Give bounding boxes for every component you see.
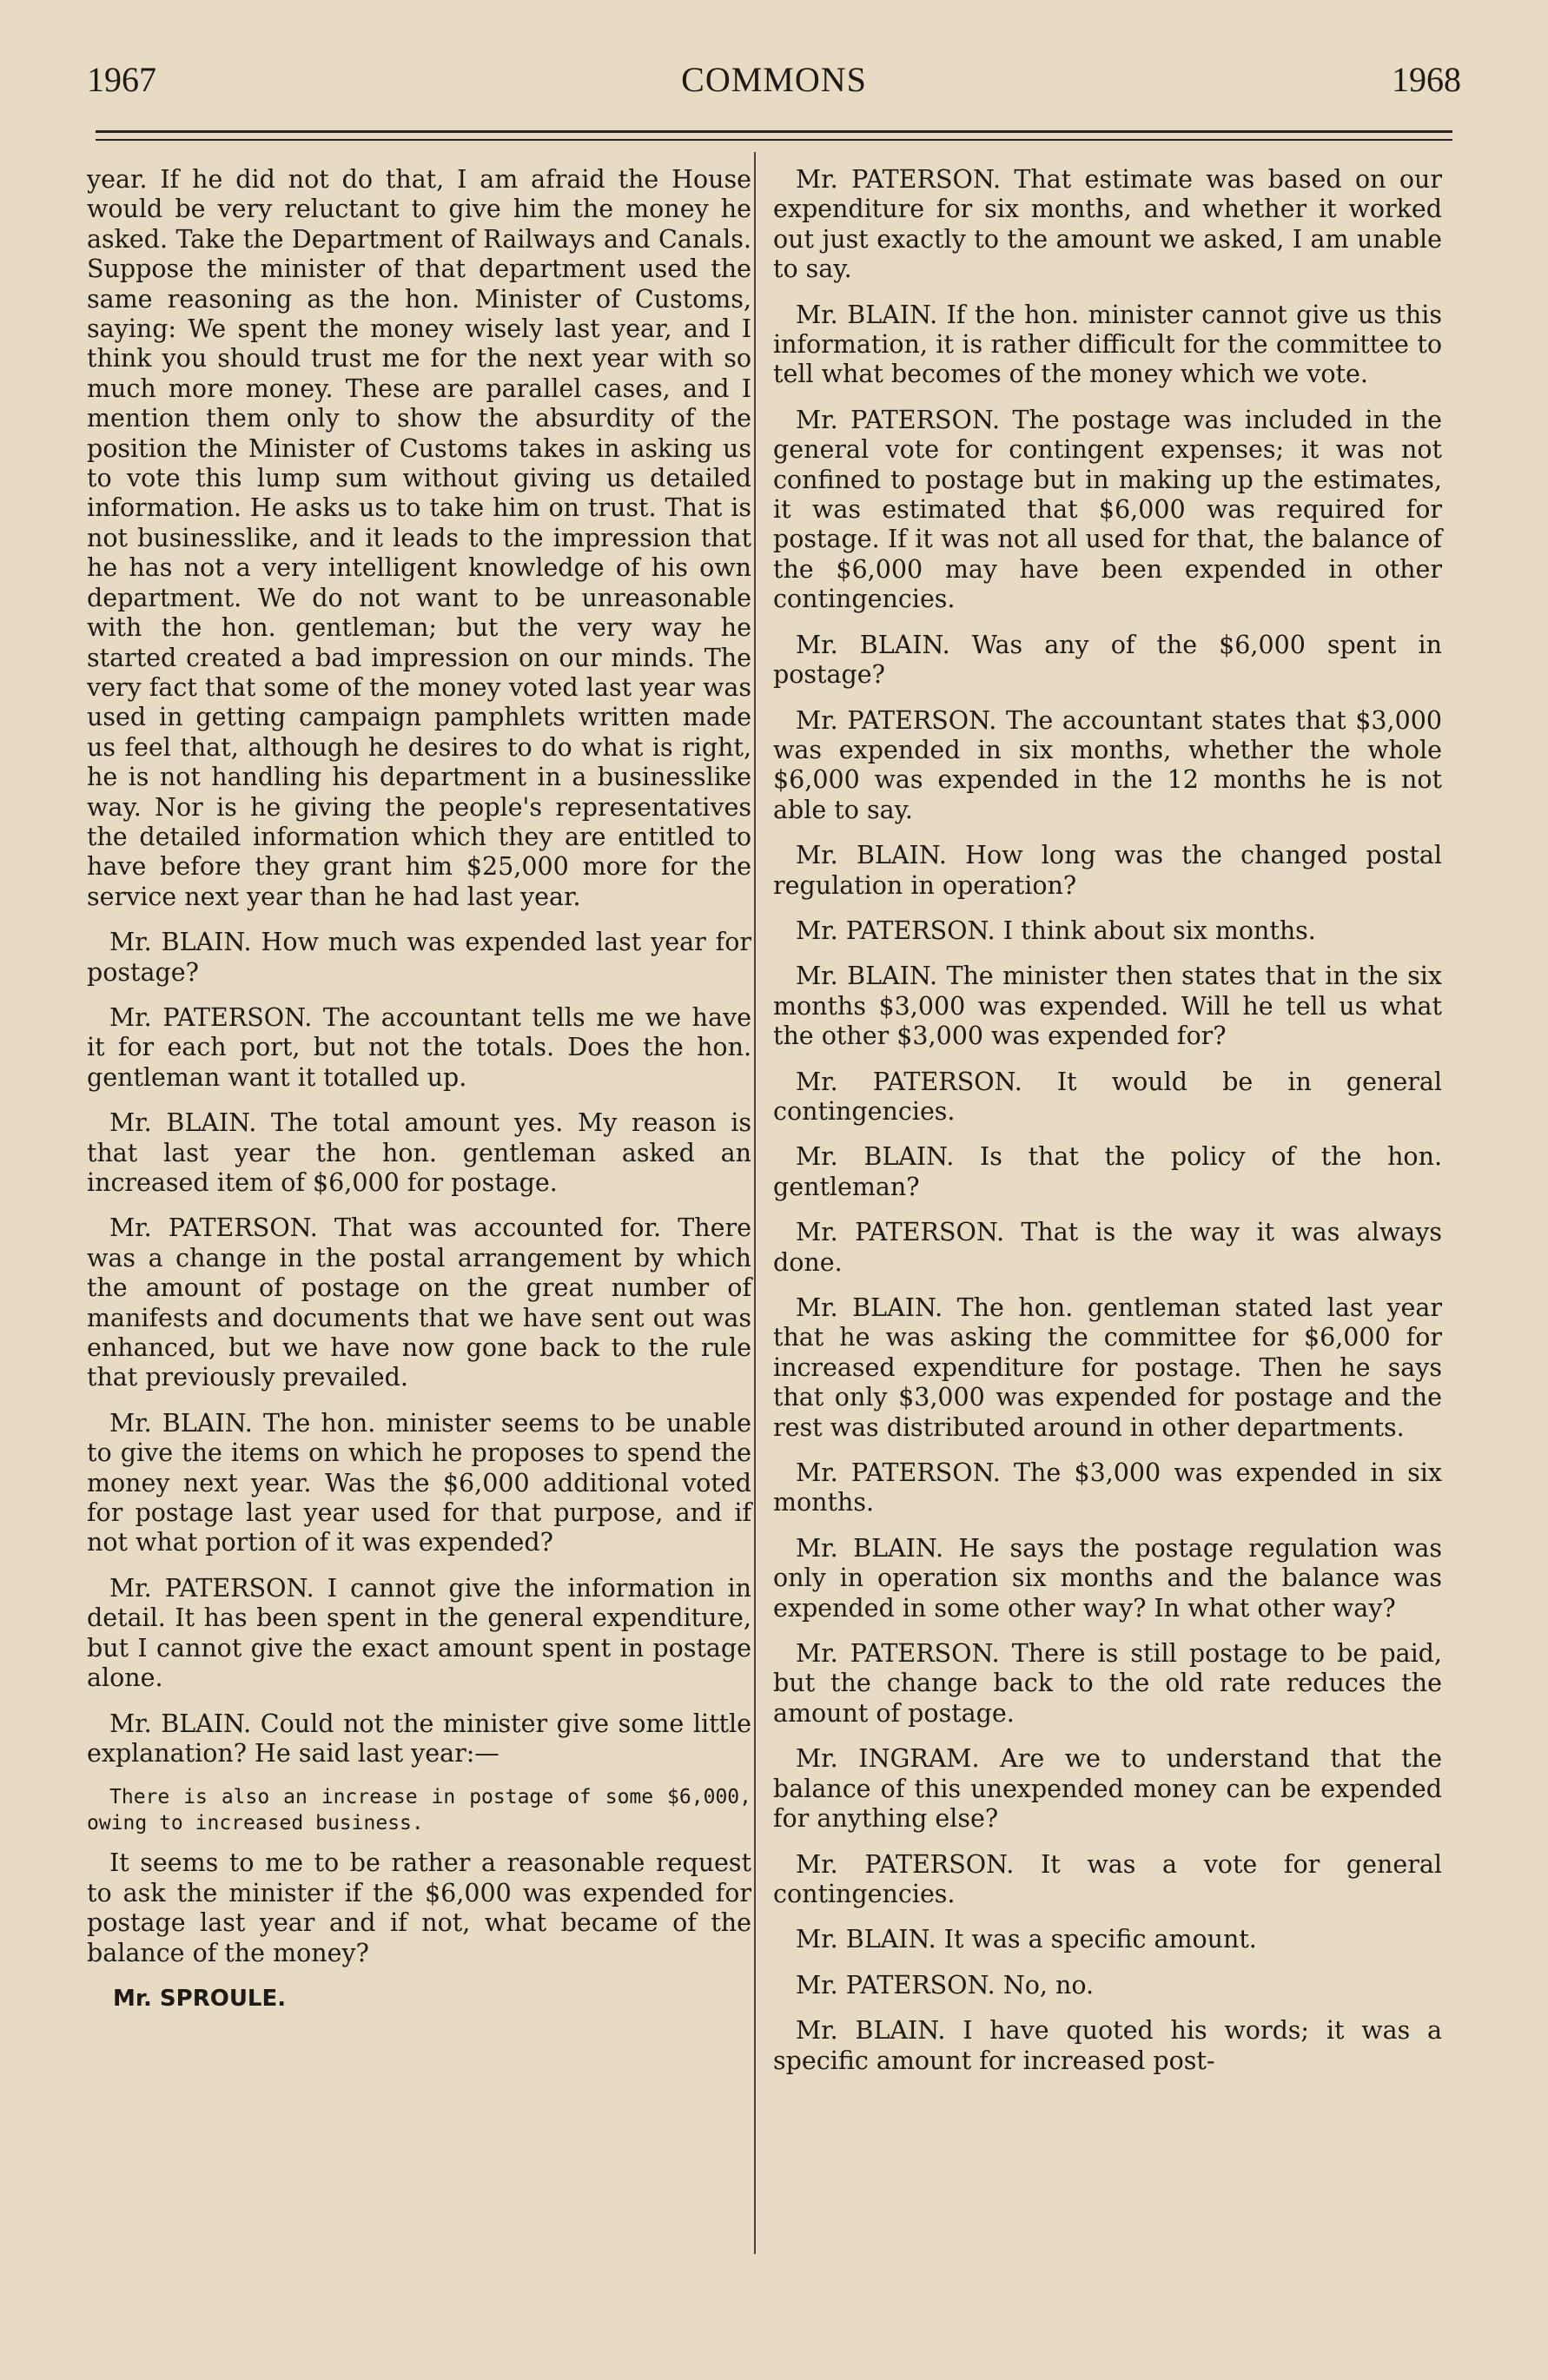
paragraph: Mr. BLAIN. How long was the changed postal regulation in operation? <box>773 841 1442 900</box>
paragraph: Mr. PATERSON. It would be in general contingencies. <box>773 1067 1442 1126</box>
paragraph: It seems to me to be rather a reasonable request to ask the minister if the $6,000 was expended for postage last year and if not, what became of the balance of the money? <box>87 1848 751 1967</box>
paragraph: Mr. BLAIN. If the hon. minister cannot give us this information, it is rather difficult for the committee to tell what becomes of the money which we vote. <box>773 300 1442 389</box>
paragraph: Mr. BLAIN. It was a specific amount. <box>796 1925 1257 1954</box>
paragraph: Mr. BLAIN. How much was expended last year for postage? <box>87 928 751 987</box>
next-speaker: Mr. SPROULE. <box>113 1985 287 2012</box>
paragraph: Mr. BLAIN. He says the postage regulation was only in operation six months and the balance was expended in some other way? In what other way? <box>773 1533 1442 1623</box>
paragraph: Mr. BLAIN. Was any of the $6,000 spent in postage? <box>773 630 1442 690</box>
paragraph: Mr. BLAIN. The hon. gentleman stated last year that he was asking the committee for $6,000 for increased expenditure for postage. Then he says that only $3,000 was expended for postage and the rest was distributed around in other departments. <box>773 1293 1442 1442</box>
right-column <box>773 165 1442 2092</box>
paragraph: Mr. PATERSON. That is the way it was always done. <box>773 1218 1442 1277</box>
paragraph: year. If he did not do that, I am afraid the House would be very reluctant to give him the money he asked. Take the Department of Railways and Canals. Suppose the minister of that department used the same reasoning as the hon. Minister of Customs, saying: We spent the money wisely last year, and I think you should trust me for the next year with so much more money. These are parallel cases, and I mention them only to show the absurdity of the position the Minister of Customs takes in asking us to vote this lump sum without giving us detailed information. He asks us to take him on trust. That is not businesslike, and it leads to the impression that he has not a very intelligent knowledge of his own department. We do not want to be unreasonable with the hon. gentleman; but the very way he started created a bad impression on our minds. The very fact that some of the money voted last year was used in getting campaign pamphlets written made us feel that, although he desires to do what is right, he is not handling his department in a businesslike way. Nor is he giving the people's representatives the detailed information which they are entitled to have before they grant him $25,000 more for the service next year than he had last year. <box>87 165 751 911</box>
paragraph: Mr. BLAIN. Is that the policy of the hon. gentleman? <box>773 1142 1442 1201</box>
paragraph: Mr. BLAIN. The minister then states that in the six months $3,000 was expended. Will he tell us what the other $3,000 was expended for? <box>773 962 1442 1051</box>
paragraph: Mr. PATERSON. That estimate was based on our expenditure for six months, and whether it worked out just exactly to the amount we asked, I am unable to say. <box>773 165 1442 284</box>
paragraph: Mr. BLAIN. Could not the minister give some little explanation? He said last year:— <box>87 1709 751 1768</box>
paragraph: Mr. PATERSON. No, no. <box>796 1970 1095 2000</box>
paragraph: Mr. PATERSON. The $3,000 was expended in six months. <box>773 1458 1442 1517</box>
paragraph: Mr. PATERSON. It was a vote for general contingencies. <box>773 1849 1442 1908</box>
paragraph: Mr. BLAIN. The total amount yes. My reason is that last year the hon. gentleman asked an increased item of $6,000 for postage. <box>87 1108 751 1197</box>
paragraph: Mr. BLAIN. I have quoted his words; it was a specific amount for increased post- <box>773 2016 1442 2075</box>
paragraph: Mr. PATERSON. I think about six months. <box>796 916 1316 945</box>
page-header <box>87 59 1461 111</box>
page-number-right: 1968 <box>1392 60 1461 99</box>
paragraph: Mr. PATERSON. The accountant tells me we have it for each port, but not the totals. Does the hon. gentleman want it totalled up. <box>87 1002 751 1092</box>
page-title: COMMONS <box>681 60 867 99</box>
paragraph: Mr. PATERSON. I cannot give the information in detail. It has been spent in the general expenditure, but I cannot give the exact amount spent in postage alone. <box>87 1573 751 1693</box>
block-quote: There is also an increase in postage of some $6,000, owing to increased business. <box>87 1786 751 1835</box>
page-number-left: 1967 <box>87 60 156 99</box>
header-rule-thin <box>96 139 1452 141</box>
paragraph: Mr. PATERSON. There is still postage to be paid, but the change back to the old rate reduces the amount of postage. <box>773 1639 1442 1728</box>
paragraph: Mr. PATERSON. The postage was included in the general vote for contingent expenses; it was not confined to postage but in making up the estimates, it was estimated that $6,000 was required for postage. If it was not all used for that, the balance of the $6,000 may have been expended in other contingencies. <box>773 405 1442 614</box>
paragraph: Mr. PATERSON. The accountant states that $3,000 was expended in six months, whether the whole $6,000 was expended in the 12 months he is not able to say. <box>773 705 1442 824</box>
column-divider <box>754 152 756 2254</box>
header-rule <box>96 130 1452 133</box>
paragraph: Mr. PATERSON. That was accounted for. There was a change in the postal arrangement by which the amount of postage on the great number of manifests and documents that we have sent out was enhanced, but we have now gone back to the rule that previously prevailed. <box>87 1213 751 1392</box>
paragraph: Mr. BLAIN. The hon. minister seems to be unable to give the items on which he proposes to spend the money next year. Was the $6,000 additional voted for postage last year used for that purpose, and if not what portion of it was expended? <box>87 1408 751 1557</box>
left-column <box>87 165 751 2013</box>
paragraph: Mr. INGRAM. Are we to understand that the balance of this unexpended money can be expended for anything else? <box>773 1744 1442 1834</box>
